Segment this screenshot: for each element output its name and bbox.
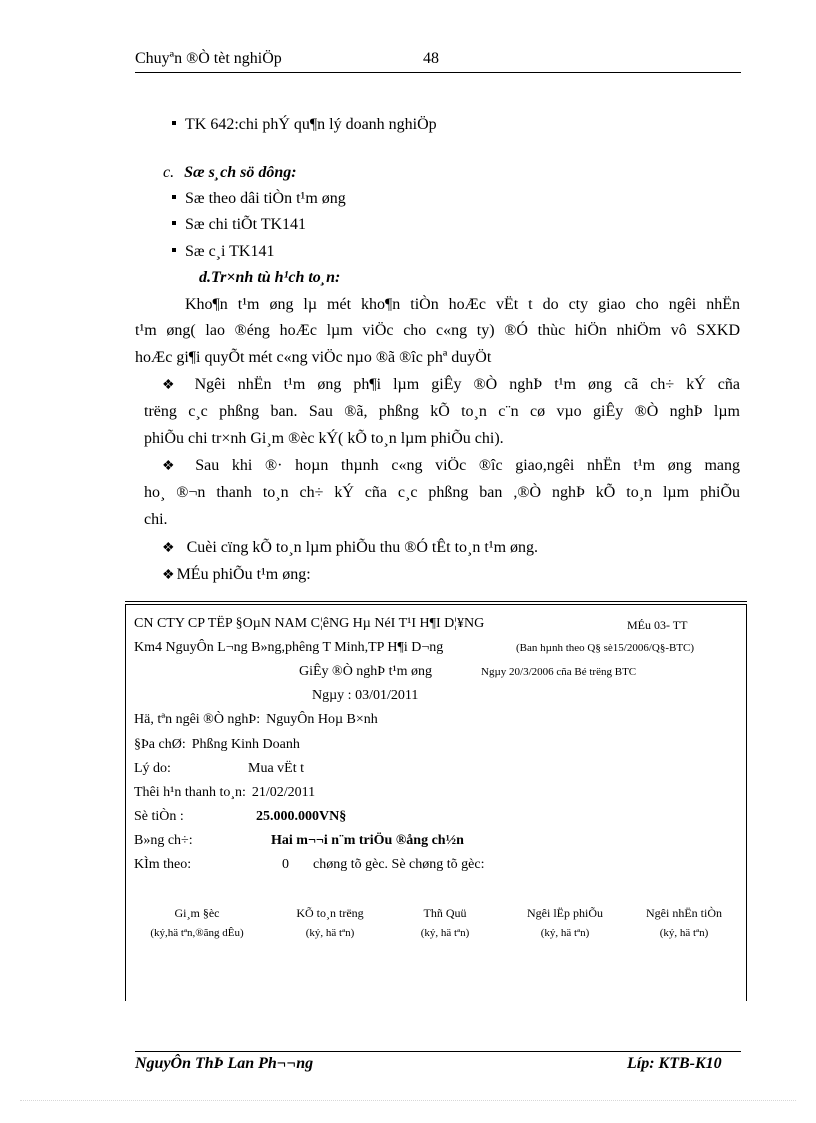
form-field-attachments-count: 0 (282, 857, 289, 872)
header-rule (135, 72, 741, 73)
form-field-requester: Hä, tªn ngêi ®Ò nghÞ: NguyÔn Hoµ B×nh (134, 712, 378, 727)
diamond-item-line: ❖ Sau khi ®· hoµn thµnh c«ng viÖc ®îc giao,ngêi nhËn t¹m øng mang (162, 457, 740, 474)
footer-author: NguyÔn ThÞ Lan Ph¬¬ng (135, 1055, 314, 1072)
footer-rule (135, 1051, 741, 1052)
section-d-heading: d.Tr×nh tù h¹ch to¸n: (199, 269, 341, 286)
form-decree-date: Ngµy 20/3/2006 cña Bé trëng BTC (481, 666, 637, 678)
form-company: CN CTY CP TËP §OµN NAM C¦êNG Hµ NéI T¹I H¶I D¦¥NG (134, 616, 485, 631)
diamond-item-line: ho¸ ®¬n thanh to¸n ch÷ kÝ cña c¸c phßng ban ,®Ò nghÞ kÕ to¸n lµm phiÕu (144, 484, 740, 501)
diamond-item-line: trëng c¸c phßng ban. Sau ®ã, phßng kÕ to¸n c¨n cø vµo giÊy ®Ò nghÞ lµm (144, 403, 740, 420)
signature-recipient: Ngêi nhËn tiÒn (ký, hä tªn) (646, 906, 722, 939)
form-doc-title: GiÊy ®Ò nghÞ t¹m øng (299, 664, 433, 679)
form-field-attachments-suffix: chøng tõ gèc. Sè chøng tõ gèc: (313, 857, 485, 872)
page-edge-guide (20, 1100, 796, 1101)
ledger-item: Sæ chi tiÕt TK141 (172, 216, 306, 234)
signature-chief-accountant: KÕ to¸n trëng (ký, hä tªn) (296, 906, 364, 939)
diamond-bullet-icon: ❖ (162, 459, 184, 474)
form-code: MÉu 03- TT (627, 618, 688, 632)
form-date: Ngµy : 03/01/2011 (312, 688, 419, 703)
bullet-square-icon (172, 221, 176, 225)
form-field-amount-value: 25.000.000VN§ (256, 809, 347, 824)
footer-class: Líp: KTB-K10 (627, 1055, 722, 1072)
ledger-item: Sæ c¸i TK141 (172, 243, 274, 261)
diamond-item-line: ❖ MÉu phiÕu t¹m øng: (162, 566, 311, 583)
ledger-item: Sæ theo dâi tiÒn t¹m øng (172, 190, 346, 208)
form-decree: (Ban hµnh theo Q§ sè15/2006/Q§-BTC) (516, 642, 695, 654)
bullet-square-icon (172, 248, 176, 252)
section-c-heading: c. Sæ s¸ch sö dông: (163, 164, 297, 181)
diamond-bullet-icon: ❖ (162, 568, 175, 583)
form-field-reason-value: Mua vËt t (248, 761, 304, 776)
form-field-department: §Þa chØ: Phßng Kinh Doanh (134, 737, 300, 752)
form-field-words-value: Hai m¬¬i n¨m triÖu ®ång ch½n (271, 833, 464, 848)
diamond-item-line: ❖ Cuèi cïng kÕ to¸n lµm phiÕu thu ®Ó tÊt to¸n t¹m øng. (162, 539, 539, 556)
advance-request-form (125, 604, 747, 1001)
diamond-item-line: chi. (144, 511, 168, 528)
form-field-words-label: B»ng ch÷: (134, 833, 193, 848)
bullet-square-icon (172, 195, 176, 199)
form-field-deadline: Thêi h¹n thanh to¸n: 21/02/2011 (134, 785, 316, 800)
form-address: Km4 NguyÔn L¬ng B»ng,phêng T Minh,TP H¶i D¬ng (134, 640, 444, 655)
signature-cashier: Thñ Quü (ký, hä tªn) (420, 906, 470, 939)
diamond-item-line: phiÕu chi tr×nh Gi¸m ®èc kÝ( kÕ to¸n lµm phiÕu chi). (144, 430, 504, 447)
form-field-amount-label: Sè tiÒn : (134, 809, 184, 824)
diamond-item-line: ❖ Ngêi nhËn t¹m øng ph¶i lµm giÊy ®Ò nghÞ t¹m øng cã ch÷ kÝ cña (162, 376, 740, 393)
form-field-attachments-label: KÌm theo: (134, 857, 192, 872)
paragraph-line: hoÆc gi¶i quyÕt mét c«ng viÖc nµo ®ã ®îc phª duyÖt (135, 349, 492, 366)
signature-preparer: Ngêi lËp phiÕu (ký, hä tªn) (527, 906, 603, 939)
paragraph-line: t¹m øng( lao ®éng hoÆc lµm viÖc cho c«ng ty) ®Ó thùc hiÖn nhiÖm vô SXKD (135, 322, 740, 339)
diamond-bullet-icon: ❖ (162, 541, 175, 556)
paragraph-line: Kho¶n t¹m øng lµ mét kho¶n tiÒn hoÆc vËt t do cty giao cho ngêi nhËn (185, 296, 740, 313)
page-number: 48 (423, 50, 439, 67)
page-header-title: Chuyªn ®Ò tèt nghiÖp (135, 50, 282, 67)
diamond-bullet-icon: ❖ (162, 378, 183, 393)
form-field-reason-label: Lý do: (134, 761, 171, 776)
signature-director: Gi¸m §èc (ký,hä tªn,®ãng dÊu) (150, 906, 244, 939)
tk-642-item: TK 642:chi phÝ qu¶n lý doanh nghiÖp (172, 116, 437, 134)
bullet-square-icon (172, 121, 176, 125)
